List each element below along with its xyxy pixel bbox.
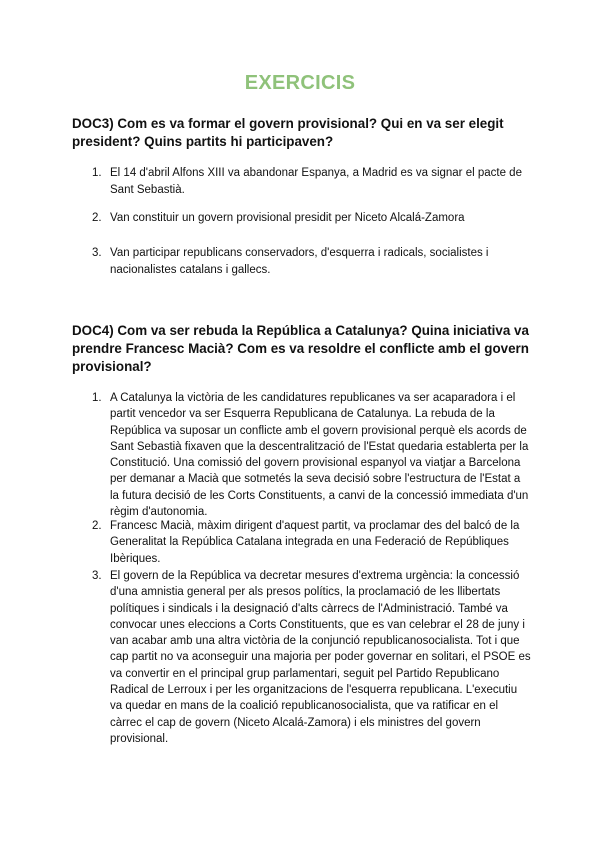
page-title: EXERCICIS [244, 72, 356, 94]
doc3-question: DOC3) Com es va formar el govern provisional? Qui en va ser elegit president? Quins partits hi participaven? [72, 116, 504, 149]
list-item-text: Francesc Macià, màxim dirigent d'aquest partit, va proclamar des del balcó de la Generalitat la República Catalana integrada en una Federació de Repúbliques Ibèriques. [110, 520, 520, 565]
list-number: 1. [92, 392, 102, 404]
doc4-answer-1 [92, 390, 532, 520]
doc4-question: DOC4) Com va ser rebuda la República a Catalunya? Quina iniciativa va prendre Francesc Macià? Com es va resoldre el conflicte amb el govern provisional? [72, 323, 529, 374]
doc3-answer-1 [92, 165, 532, 198]
list-item-text: El 14 d'abril Alfons XIII va abandonar Espanya, a Madrid es va signar el pacte de Sant Sebastià. [110, 167, 522, 196]
list-item-text: A Catalunya la victòria de les candidatures republicanes va ser acaparadora i el partit vencedor va ser Esquerra Republicana de Catalunya. La rebuda de la República va suposar un conflicte amb el govern provisional perquè els acords de Sant Sebastià fixaven que la descentralització de l'Estat quedaria establerta per la Constitució. Una comissió del govern provisional espanyol va viatjar a Barcelona per demanar a Macià que sotmetés la seva decisió sobre l'estructura de l'Estat a la futura decisió de les Corts Constituents, a canvi de la concessió immediata d'un règim d'autonomia. [110, 392, 529, 519]
list-item-text: Van constituir un govern provisional presidit per Niceto Alcalá-Zamora [110, 212, 465, 224]
list-number: 2. [92, 212, 102, 224]
doc3-answer-3 [92, 245, 532, 278]
doc4-answer-2 [92, 518, 532, 567]
list-item-text: El govern de la República va decretar mesures d'extrema urgència: la concessió d'una amnistia general per als presos polítics, la proclamació de les llibertats polítiques i sindicals i la designació d'alts càrrecs de l'Administració. També va convocar unes eleccions a Corts Constituents, que es van celebrar el 28 de juny i van acabar amb una altra victòria de la conjunció republicanosocialista. Tot i que cap partit no va aconseguir una majoria per poder governar en solitari, el PSOE es va convertir en el principal grup parlamentari, seguit pel Partido Republicano Radical de Lerroux i per les organitzacions de l'esquerra republicana. L'executiu va quedar en mans de la coalició republicanosocialista, que va ratificar en el càrrec el cap de govern (Niceto Alcalá-Zamora) i els ministres del govern provisional. [110, 570, 531, 745]
list-number: 2. [92, 520, 102, 532]
list-number: 1. [92, 167, 102, 179]
doc4-answer-3 [92, 568, 532, 747]
list-item-text: Van participar republicans conservadors, d'esquerra i radicals, socialistes i nacionalistes catalans i gallecs. [110, 247, 489, 276]
doc3-answer-2 [92, 210, 532, 227]
list-number: 3. [92, 247, 102, 259]
list-number: 3. [92, 570, 102, 582]
